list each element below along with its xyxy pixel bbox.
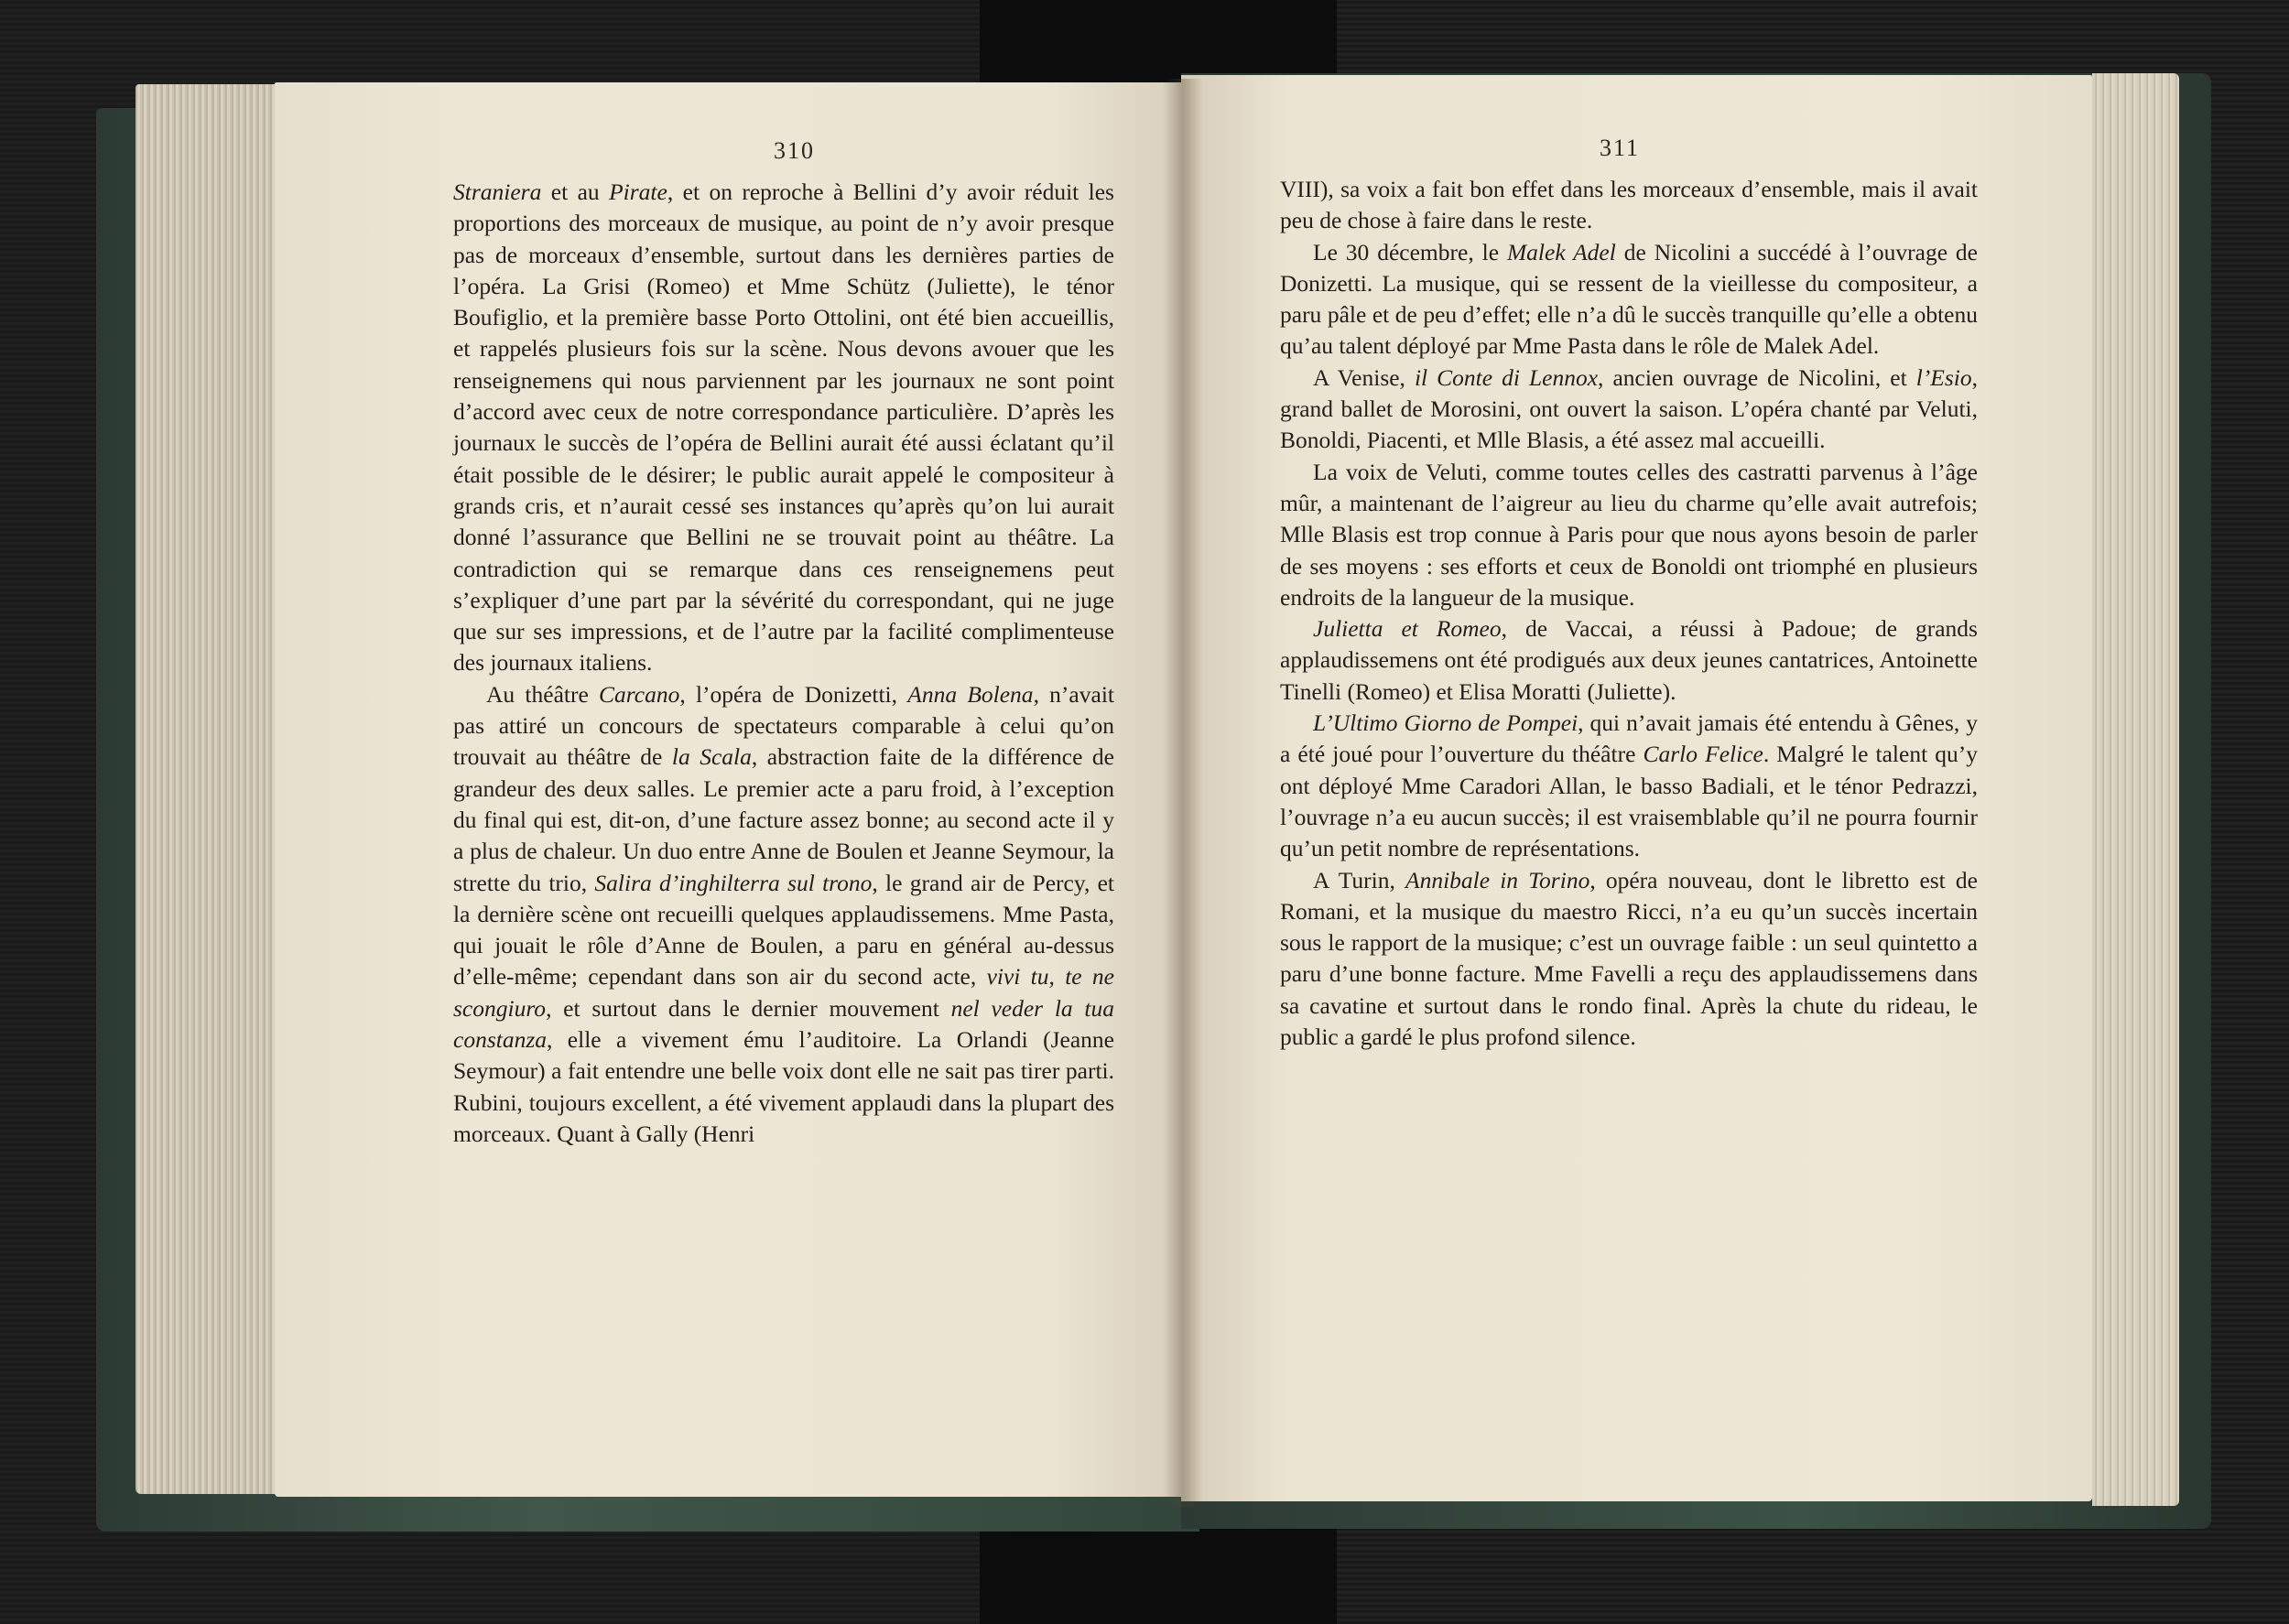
right-page-number: 311 xyxy=(1600,135,1641,161)
italic-title: nel veder la tua constanza xyxy=(453,994,1114,1054)
italic-title: Straniera xyxy=(453,179,542,205)
left-page-paragraph: Straniera et au Pirate, et on reproche à Bellini d’y avoir réduit les proportions des morceaux de musique, au point de n’y avoir presque pas de morceaux d’ensemble, surtout dans les dernières parties de l’opéra. La Grisi (Romeo) et Mme Schütz (Juliette), le ténor Boufiglio, et la première basse Porto Ottolini, ont été bien accueillis, et rappelés plusieurs fois sur la scène. Nous devons avouer que les renseignemens qui nous parviennent par les journaux ne sont point d’accord avec ceux de notre correspondance particulière. D’après les journaux le succès de l’opéra de Bellini aurait été aussi éclatant qu’il était possible de le désirer; le public aurait appelé le compositeur à grands cris, et n’aurait cessé ses instances qu’après qu’on lui aurait donné l’assurance que Bellini ne se trouvait point au théâtre. La contradiction qui se remarque dans ces renseignemens peut s’expliquer d’une part par la sévérité du correspondant, qui ne juge que sur ses impressions, et de l’autre par la facilité complimenteuse des journaux italiens. xyxy=(453,179,1114,677)
page-edges-left xyxy=(136,84,277,1494)
right-page-paragraph: Le 30 décembre, le Malek Adel de Nicolini a succédé à l’ouvrage de Donizetti. La musique, qui se ressent de la vieillesse du compositeur, a paru pâle et de peu d’effet; elle n’a dû le succès tranquille qu’elle a obtenu qu’au talent déployé par Mme Pasta dans le rôle de Malek Adel. xyxy=(1280,238,1978,360)
italic-title: Carcano xyxy=(599,680,680,708)
italic-title: Malek Adel xyxy=(1506,238,1616,265)
right-page-paragraph: A Venise, il Conte di Lennox, ancien ouvrage de Nicolini, et l’Esio, grand ballet de Morosini, ont ouvert la saison. L’opéra chanté par Veluti, Bonoldi, Piacenti, et Mlle Blasis, a été assez mal accueilli. xyxy=(1280,363,1978,454)
italic-title: Carlo Felice xyxy=(1643,741,1763,768)
right-page-paragraph: La voix de Veluti, comme toutes celles des castratti parvenus à l’âge mûr, a maintenant de l’aigreur au lieu du charme qu’elle avait autrefois; Mlle Blasis est trop connue à Paris pour que nous ayons besoin de parler de ses moyens : ses efforts et ceux de Bonoldi ont triomphé en plusieurs endroits de la langueur de la musique. xyxy=(1280,458,1978,611)
italic-title: Annibale in Torino xyxy=(1405,866,1590,893)
right-page-paragraph: Julietta et Romeo, de Vaccai, a réussi à Padoue; de grands applaudissemens ont été prodigués aux deux jeunes cantatrices, Antoinette Tinelli (Romeo) et Elisa Moratti (Juliette). xyxy=(1280,615,1978,705)
right-page-paragraph: VIII), sa voix a fait bon effet dans les morceaux d’ensemble, mais il avait peu de chose à faire dans le reste. xyxy=(1280,176,1978,234)
right-page-paragraph: A Turin, Annibale in Torino, opéra nouveau, dont le libretto est de Romani, et la musique du maestro Ricci, n’a eu qu’un succès incertain sous le rapport de la musique; c’est un ouvrage faible : un seul quintetto a paru d’une bonne facture. Mme Favelli a reçu des applaudissemens dans sa cavatine et surtout dans le rondo final. Après la chute du rideau, le public a gardé le plus profond silence. xyxy=(1280,866,1978,1051)
left-page-number: 310 xyxy=(774,137,815,164)
italic-title: Anna Bolena xyxy=(907,680,1034,708)
italic-title: Julietta et Romeo xyxy=(1313,615,1502,643)
right-page-paragraph: L’Ultimo Giorno de Pompei, qui n’avait jamais été entendu à Gênes, y a été joué pour l’ouverture du théâtre Carlo Felice. Malgré le talent qu’y ont déployé Mme Caradori Allan, le basso Badiali, et le ténor Pedrazzi, l’ouvrage n’a eu aucun succès; il est vraisemblable qu’il ne pourra fournir qu’un petit nombre de représentations. xyxy=(1280,709,1979,862)
left-page-paragraph: Au théâtre Carcano, l’opéra de Donizetti, Anna Bolena, n’avait pas attiré un concours de spectateurs comparable à celui qu’on trouvait au théâtre de la Scala, abstraction faite de la différence de grandeur des deux salles. Le premier acte a paru froid, à l’exception du final qui est, dit-on, d’une facture assez bonne; au second acte il y a plus de chaleur. Un duo entre Anne de Boulen et Jeanne Seymour, la strette du trio, Salira d’inghilterra sul trono, le grand air de Percy, et la dernière scène ont recueilli quelques applaudissemens. Mme Pasta, qui jouait le rôle d’Anne de Boulen, a paru en général au-dessus d’elle-même; cependant dans son air du second acte, vivi tu, te ne scongiuro, et surtout dans le dernier mouvement nel veder la tua constanza, elle a vivement ému l’auditoire. La Orlandi (Jeanne Seymour) a fait entendre une belle voix dont elle ne sait pas tirer parti. Rubini, toujours excellent, a été vivement applaudi dans la plupart des morceaux. Quant à Gally (Henri xyxy=(453,680,1114,1147)
left-page xyxy=(275,82,1181,1497)
italic-title: Pirate xyxy=(609,179,667,205)
italic-title: Salira d’inghilterra sul trono xyxy=(594,869,873,896)
page-edges-right xyxy=(2092,73,2179,1506)
italic-title: il Conte di Lennox xyxy=(1414,363,1599,391)
italic-title: la Scala xyxy=(671,743,752,771)
right-page-text xyxy=(1280,174,1978,1053)
italic-title: vivi tu, te ne scongiuro xyxy=(453,963,1114,1022)
left-page-text xyxy=(453,177,1114,1150)
italic-title: L’Ultimo Giorno de Pompei xyxy=(1313,709,1578,737)
italic-title: l’Esio xyxy=(1915,363,1972,391)
book-gutter xyxy=(1163,79,1203,1507)
right-page xyxy=(1181,75,2092,1501)
